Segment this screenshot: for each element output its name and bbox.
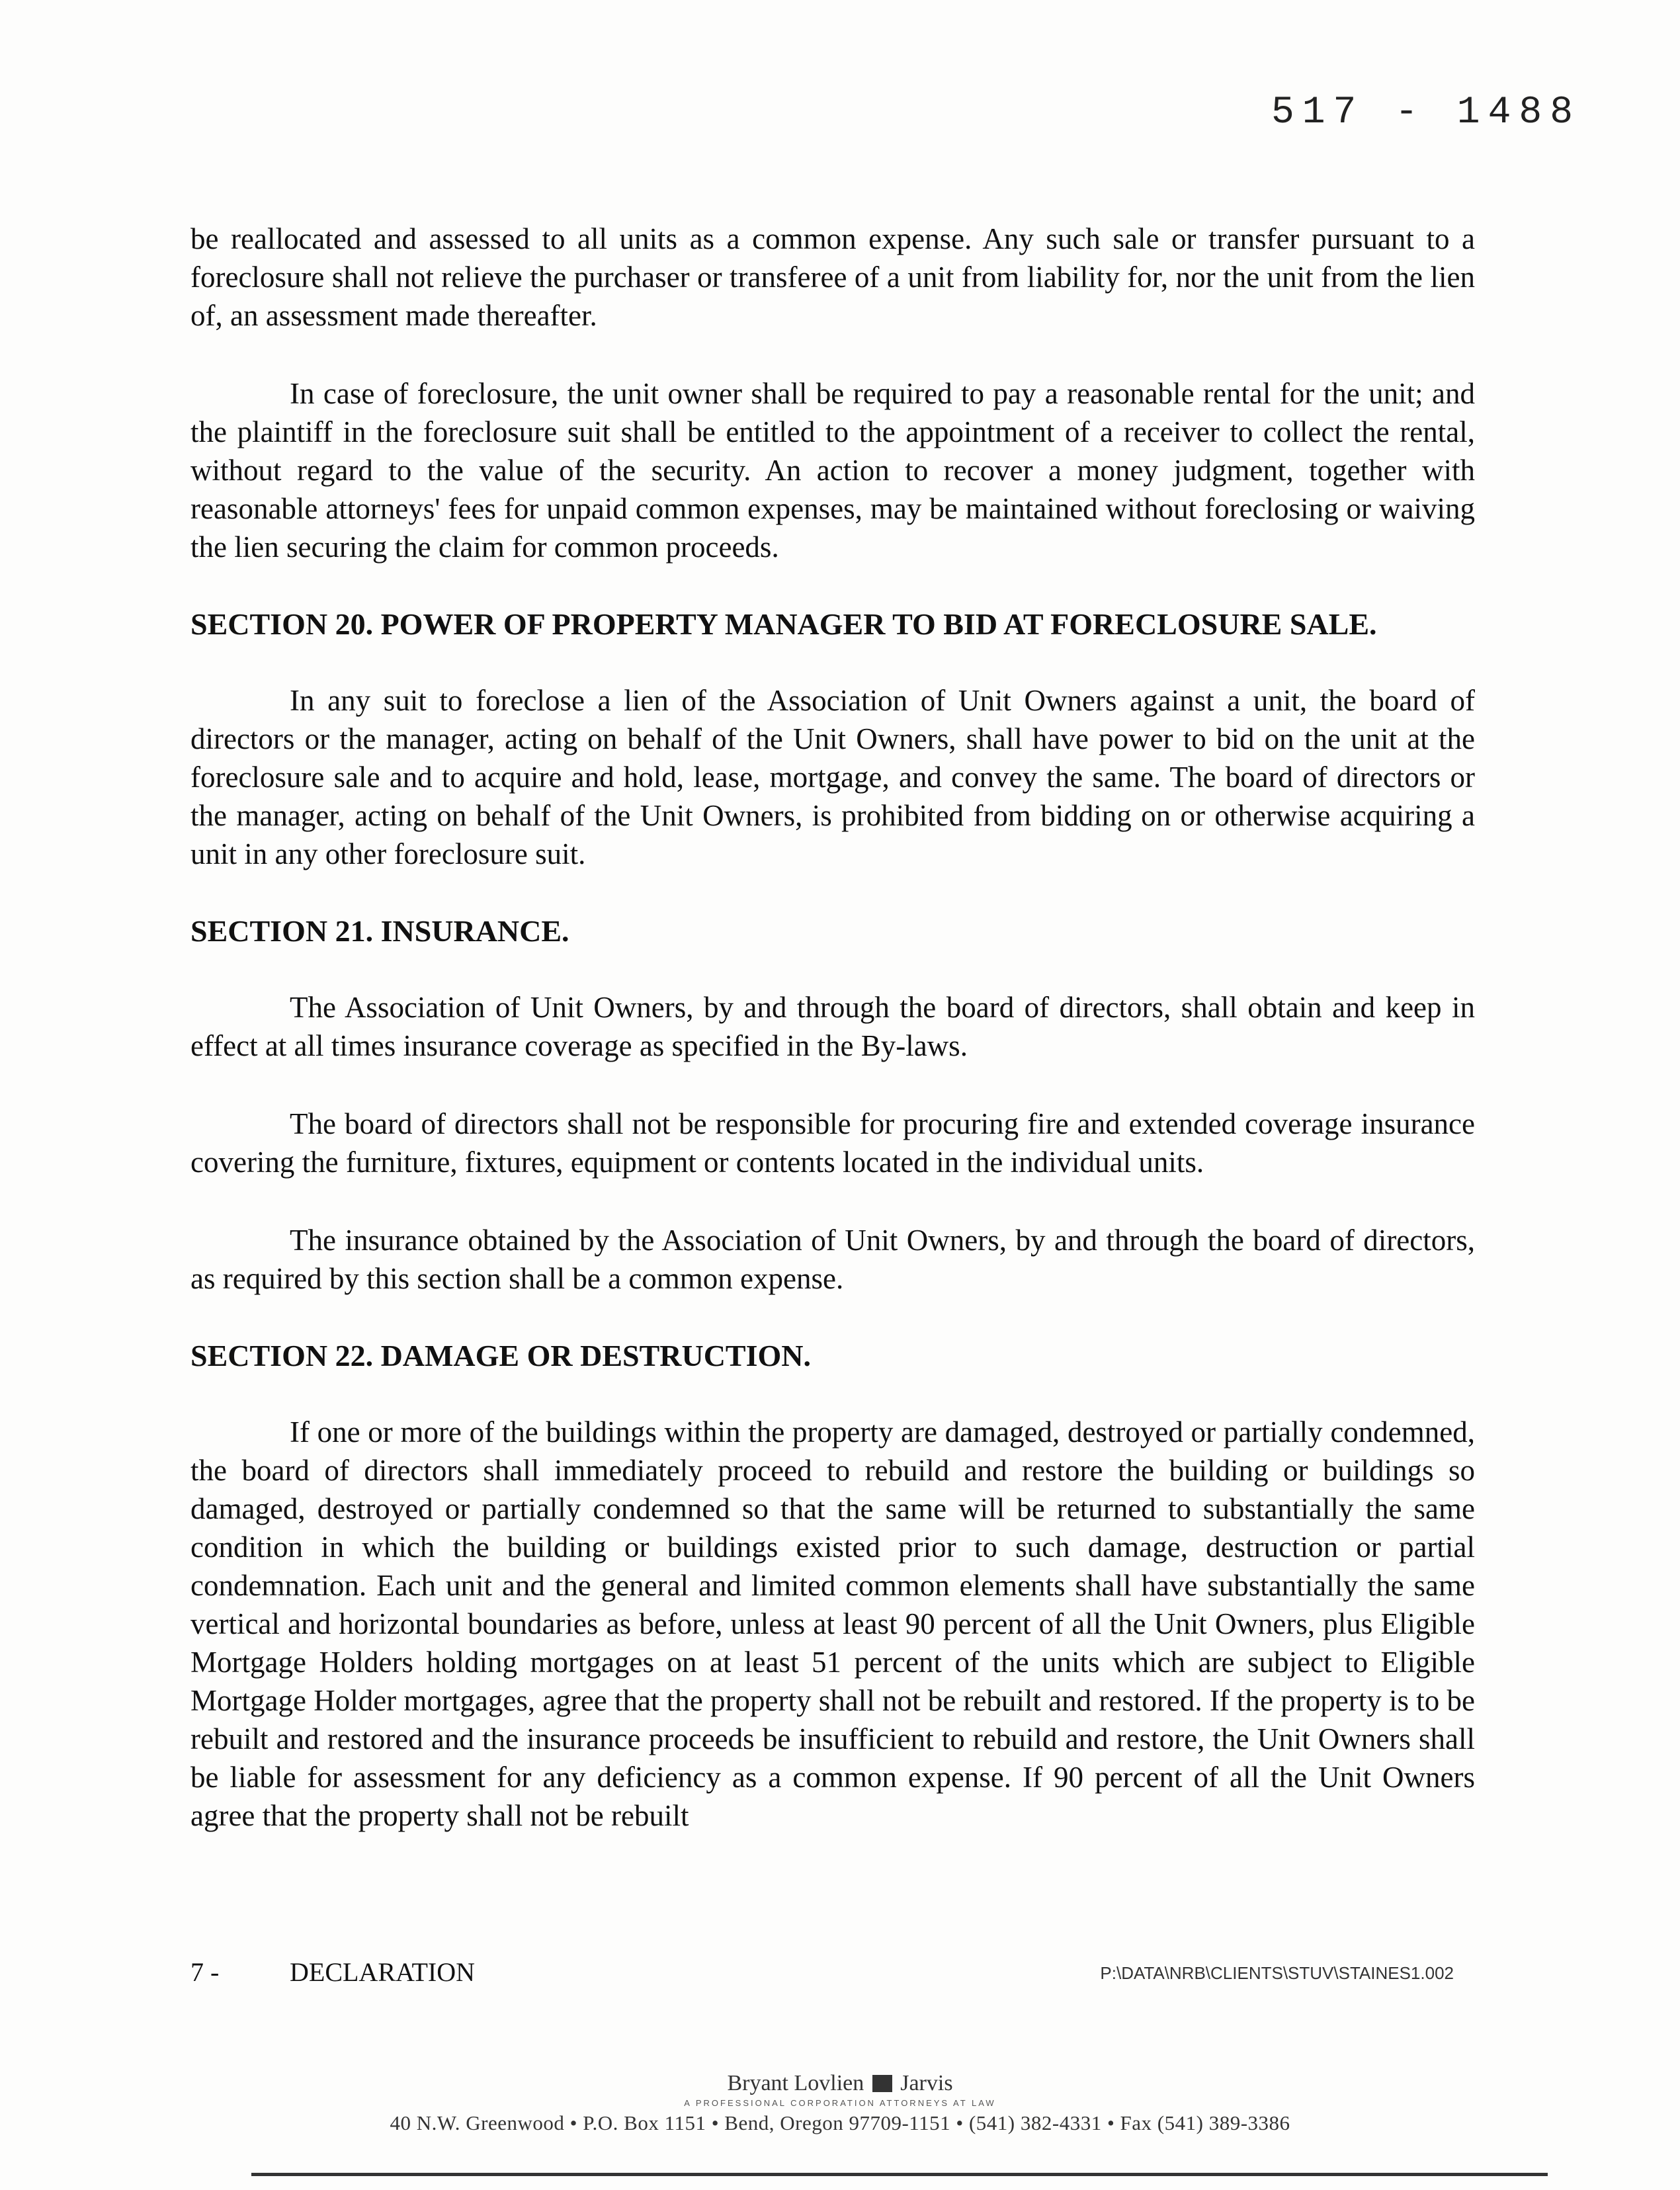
section-21-paragraph-2: The board of directors shall not be responsible for procuring fire and extended coverage insurance covering the furniture, fixtures, equipment or contents located in the individual units.	[190, 1107, 1475, 1179]
section-21-heading: SECTION 21. INSURANCE.	[190, 914, 569, 948]
section-21-paragraph-1: The Association of Unit Owners, by and through the board of directors, shall obtain and keep in effect at all times insurance coverage as specified in the By-laws.	[190, 991, 1475, 1062]
footer-file-path: P:\DATA\NRB\CLIENTS\STUV\STAINES1.002	[1100, 1963, 1454, 1983]
section-21-paragraph-3: The insurance obtained by the Association of Unit Owners, by and through the board of directors, as required by this section shall be a common expense.	[190, 1224, 1475, 1295]
firm-subtitle: A PROFESSIONAL CORPORATION ATTORNEYS AT LAW	[684, 2098, 996, 2108]
section-22-heading: SECTION 22. DAMAGE OR DESTRUCTION.	[190, 1339, 812, 1372]
book-page-number: 517 - 1488	[1271, 91, 1581, 134]
paragraph-foreclosure-rental: In case of foreclosure, the unit owner shall be required to pay a reasonable rental for the unit; and the plaintiff in the foreclosure suit shall be entitled to the appointment of a receiver to collect the rental, without regard to the value of the security. An action to recover a money judgment, together with reasonable attorneys' fees for unpaid common expenses, may be maintained without foreclosing or waiving the lien securing the claim for common proceeds.	[190, 377, 1475, 564]
footer-document-title: DECLARATION	[290, 1957, 475, 1987]
firm-name-right: Jarvis	[900, 2071, 953, 2095]
firm-logo-icon	[872, 2075, 892, 2092]
section-20-paragraph: In any suit to foreclose a lien of the Association of Unit Owners against a unit, the board of directors or the manager, acting on behalf of the Unit Owners, shall have power to bid on the unit at the foreclosure sale and to acquire and hold, lease, mortgage, and convey the same. The board of directors or the manager, acting on behalf of the Unit Owners, is prohibited from bidding on or otherwise acquiring a unit in any other foreclosure suit.	[190, 684, 1475, 870]
page-footer	[190, 1957, 1475, 1996]
firm-name-left: Bryant Lovlien	[727, 2071, 864, 2095]
section-20-heading: SECTION 20. POWER OF PROPERTY MANAGER TO BID AT FORECLOSURE SALE.	[190, 607, 1377, 641]
firm-address: 40 N.W. Greenwood • P.O. Box 1151 • Bend, Oregon 97709-1151 • (541) 382-4331 • Fax (541) 389-3386	[390, 2111, 1290, 2134]
section-22-paragraph: If one or more of the buildings within the property are damaged, destroyed or partially condemned, the board of directors shall immediately proceed to rebuild and restore the building or buildings so damaged, destroyed or partially condemned so that the same will be returned to substantially the same condition in which the building or buildings existed prior to such damage, destruction or partial condemnation. Each unit and the general and limited common elements shall have substantially the same vertical and horizontal boundaries as before, unless at least 90 percent of all the Unit Owners, plus Eligible Mortgage Holders holding mortgages on at least 51 percent of the units which are subject to Eligible Mortgage Holder mortgages, agree that the property shall not be rebuilt and restored. If the property is to be rebuilt and restored and the insurance proceeds be insufficient to rebuild and restore, the Unit Owners shall be liable for assessment for any deficiency as a common expense. If 90 percent of all the Unit Owners agree that the property shall not be rebuilt	[190, 1415, 1475, 1832]
document-body	[190, 220, 1475, 1874]
firm-name	[0, 2070, 1680, 2097]
bottom-rule	[251, 2173, 1548, 2176]
footer-page-number: 7 -	[190, 1957, 220, 1987]
paragraph-continued: be reallocated and assessed to all units as a common expense. Any such sale or transfer pursuant to a foreclosure shall not relieve the purchaser or transferee of a unit from liability for, nor the unit from the lien of, an assessment made thereafter.	[190, 222, 1475, 332]
firm-letterhead	[0, 2070, 1680, 2136]
